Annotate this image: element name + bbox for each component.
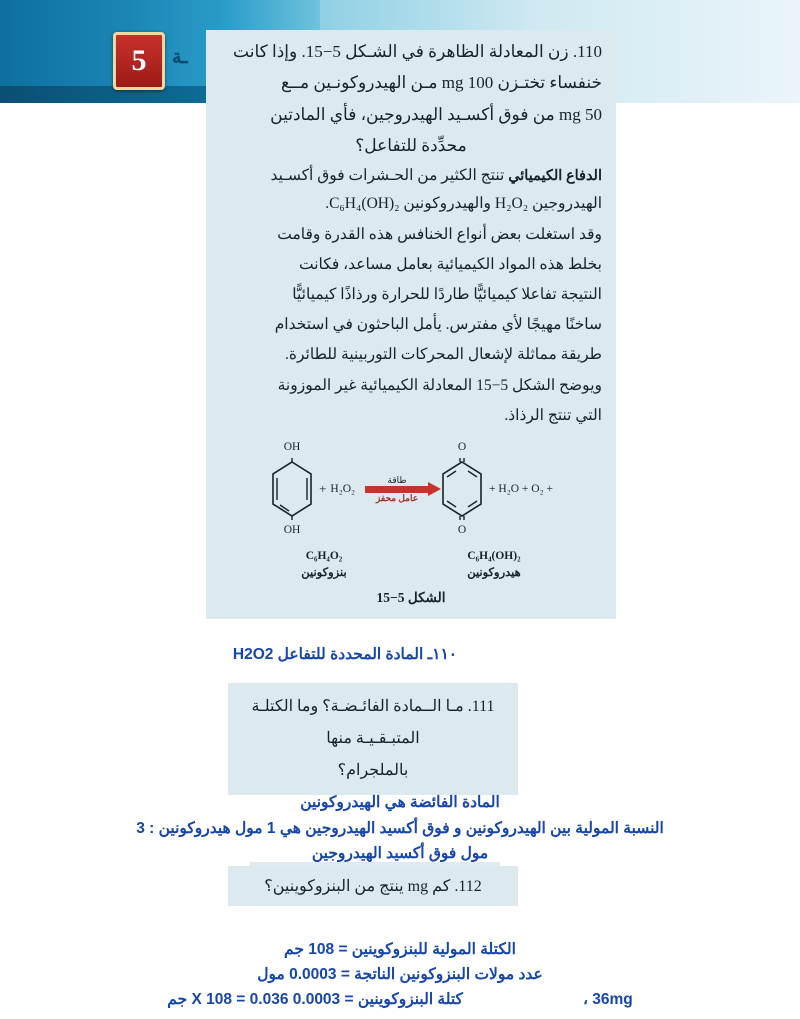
reaction-figure xyxy=(241,437,581,611)
question-110-paragraph-line-5: طريقة مماثلة لإشعال المحركات التوربينية للطائرة. xyxy=(284,346,602,364)
question-112-block xyxy=(228,866,518,906)
hydroquinone-top-label: OH xyxy=(283,441,301,454)
answer-112-line-3 xyxy=(20,988,780,1013)
answer-111-line-2: النسبة المولية بين الهيدروكونين و فوق أكسيد الهيدروجين هي 1 مول هيدروكونين : 3 xyxy=(136,819,664,837)
hydrogen-peroxide-formula: H₂O₂ xyxy=(330,482,356,495)
caption-benzoquinone-formula: C₆H₄O₂ xyxy=(305,549,343,562)
reaction-arrow xyxy=(359,474,435,504)
banner-side-text: ـة xyxy=(172,47,188,68)
plus-sign-1: + xyxy=(319,481,327,497)
chemical-defense-note-title: الدفاع الكيميائي xyxy=(508,167,602,184)
question-110-line-4: محدِّدة للتفاعل؟ xyxy=(355,136,467,156)
answer-112-final-value: 36mg ، xyxy=(582,990,633,1008)
chapter-number-badge: 5 xyxy=(113,32,165,90)
question-111-line-1: 111. مـا الــمادة الفائـضـة؟ وما الكتلـة المتبـقـيـة منها xyxy=(251,698,495,747)
question-110-line-2: خنفساء تختـزن 100 mg مـن الهيدروكونـين مــع xyxy=(280,73,602,93)
question-110-paragraph-line-2: بخلط هذه المواد الكيميائية بعامل مساعد، فكانت xyxy=(299,255,602,273)
question-111-block xyxy=(228,683,518,795)
hydroquinone-bottom-label: OH xyxy=(283,524,301,537)
figure-captions xyxy=(241,548,581,583)
caption-hydroquinone xyxy=(467,548,521,583)
answer-110: ١١٠ـ المادة المحددة للتفاعل H2O2 xyxy=(232,646,458,663)
reaction-equation-row xyxy=(241,437,581,542)
question-110-line-1: 110. زن المعادلة الظاهرة في الشـكل 5−15. وإذا كانت xyxy=(233,42,602,61)
question-112-line-1: 112. كم mg ينتج من البنزوكوينين؟ xyxy=(264,878,482,895)
question-110-line-3: 50 mg من فوق أكسـيد الهيدروجين، فأي المادتين xyxy=(270,104,602,124)
figure-title: الشكل 5−15 xyxy=(376,590,446,606)
question-110-paragraph-line-1: وقد استغلت بعض أنواع الخنافس هذه القدرة وقامت xyxy=(277,225,602,243)
benzene-ring-icon xyxy=(269,458,315,520)
benzoquinone-top-label: O xyxy=(457,441,467,454)
benzoquinone-bottom-label: O xyxy=(457,524,467,537)
answer-112-line-2: عدد مولات البنزوكونين الناتجة = 0.0003 مول xyxy=(257,965,543,983)
answer-112 xyxy=(20,938,780,1012)
reaction-arrow-top-label: طاقة xyxy=(387,474,407,485)
question-111-line-2: بالملجرام؟ xyxy=(337,762,409,779)
quinone-ring-icon xyxy=(439,458,485,520)
caption-benzoquinone-name: بنزوكونين xyxy=(301,566,347,579)
answer-111-line-1: المادة الفائضة هي الهيدروكونين xyxy=(300,794,500,811)
products-formula: + H₂O + O₂ + xyxy=(489,482,553,495)
question-110-paragraph-line-3: النتيجة تفاعلا كيميائيًّا طاردًا للحرارة ورذاذًا كيميائيًّا xyxy=(292,285,602,303)
question-110-block xyxy=(206,30,616,619)
chemical-defense-note xyxy=(220,162,602,218)
question-110-paragraph xyxy=(220,220,602,432)
hydroquinone-structure xyxy=(269,437,315,542)
answer-111-line-3: مول فوق أكسيد الهيدروجين xyxy=(311,845,489,863)
chemical-defense-note-line-1: تنتج الكثير من الحـشرات فوق أكسـيد xyxy=(270,166,505,184)
question-110-paragraph-line-6: ويوضح الشكل 5−15 المعادلة الكيميائية غير الموزونة xyxy=(277,376,602,394)
answer-111 xyxy=(30,790,770,867)
caption-hydroquinone-name: هيدروكونين xyxy=(467,566,521,579)
caption-hydroquinone-formula: C₆H₄(OH)₂ xyxy=(467,549,521,562)
answer-112-line-1: الكتلة المولية للبنزوكوينين = 108 جم xyxy=(284,941,516,958)
benzoquinone-structure xyxy=(439,437,485,542)
chemical-defense-note-line-2: الهيدروجين H₂O₂ والهيدروكونين C₆H₄(OH)₂. xyxy=(325,194,602,212)
answer-112-calculation: كتلة البنزوكوينين = 0.0003 X 108 = 0.036 جم xyxy=(167,990,463,1008)
question-110-paragraph-line-4: ساخنًا مهيجًا لأي مفترس. يأمل الباحثون في استخدام xyxy=(274,316,602,334)
reaction-arrow-bottom-label: عامل محفز xyxy=(375,493,419,504)
question-110-paragraph-line-7: التي تنتج الرذاذ. xyxy=(504,406,602,424)
caption-benzoquinone xyxy=(301,548,346,583)
